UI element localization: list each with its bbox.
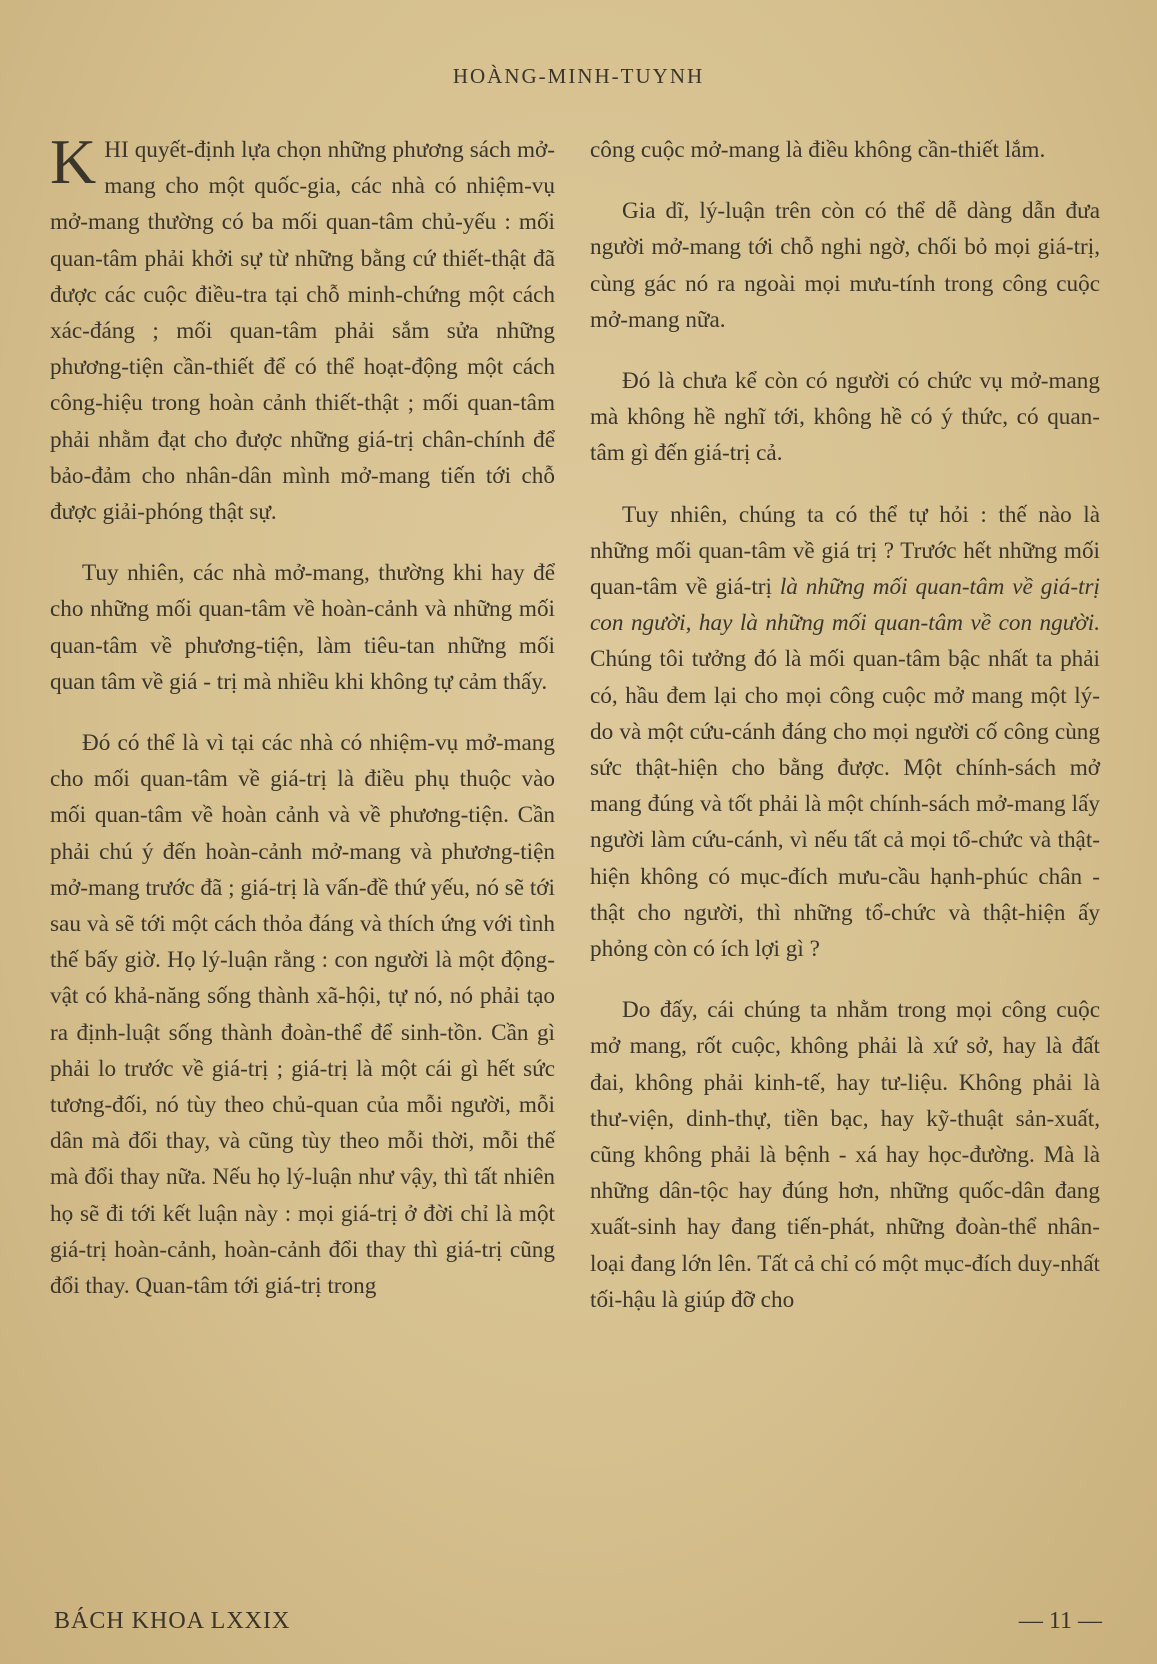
publication-name: BÁCH KHOA LXXIX [54,1608,291,1634]
paragraph-text: Chúng tôi tưởng đó là mối quan-tâm bậc nhất ta phải có, hầu đem lại cho mọi công cuộc mở mang một lý-do và một cứu-cánh đáng cho mọi người cố công cùng sức thật-hiện cho bằng được. Một chính-sách mở mang đúng và tốt phải là một chính-sách mở-mang lấy người làm cứu-cánh, vì nếu tất cả mọi tổ-chức và thật-hiện không có mục-đích mưu-cầu hạnh-phúc chân - thật cho người, thì những tổ-chức và thật-hiện ấy phỏng còn có ích lợi gì ? [590,646,1100,963]
paragraph-text: Tuy nhiên, chúng ta có thể tự hỏi : thế nào là những mối quan-tâm về giá trị ? Trước hết những mối quan-tâm về giá-trị [590,501,1100,601]
paragraph: Đó là chưa kể còn có người có chức vụ mở-mang mà không hề nghĩ tới, không hề có ý thức, có quan-tâm gì đến giá-trị cả. [590,368,1100,467]
right-column [590,132,1100,1343]
running-header: HOÀNG-MINH-TUYNH [452,64,705,88]
italic-text: là những mối quan-tâm về giá-trị con người, hay là những mối quan-tâm về con người. [590,574,1100,637]
drop-cap: K [50,126,97,197]
paragraph: Do đấy, cái chúng ta nhằm trong mọi công cuộc mở mang, rốt cuộc, không phải là xứ sở, hay là đất đai, không phải kinh-tế, hay tư-liệu. Không phải là thư-viện, dinh-thự, tiền bạc, hay kỹ-thuật sản-xuất, cũng không phải là bệnh - xá hay học-đường. Mà là những dân-tộc hay đúng hơn, những quốc-dân đang xuất-sinh hay đang tiến-phát, những đoàn-thể nhân-loại đang lớn lên. Tất cả chỉ có một mục-đích duy-nhất tối-hậu là giúp đỡ cho [590,997,1100,1313]
paragraph [590,497,1100,968]
page-number: — 11 — [1018,1608,1102,1634]
paragraph: công cuộc mở-mang là điều không cần-thiết lắm. [590,137,1046,163]
paragraph-text: HI quyết-định lựa chọn những phương sách mở-mang cho một quốc-gia, các nhà có nhiệm-vụ mở-mang thường có ba mối quan-tâm chủ-yếu : mối quan-tâm phải khởi sự từ những bằng cứ thiết-thật đã được các cuộc điều-tra tại chỗ minh-chứng một cách xác-đáng ; mối quan-tâm phải sắm sửa những phương-tiện cần-thiết để có thể hoạt-động một cách công-hiệu trong hoàn cảnh thiết-thật ; mối quan-tâm phải nhằm đạt cho được những giá-trị chân-chính để bảo-đảm cho nhân-dân mình mở-mang tiến tới chỗ được giải-phóng thật sự. [50,137,555,526]
paragraph: Tuy nhiên, các nhà mở-mang, thường khi hay để cho những mối quan-tâm về hoàn-cảnh và những mối quan-tâm về phương-tiện, làm tiêu-tan những mối quan tâm về giá - trị mà nhiều khi không tự cảm thấy. [50,560,555,695]
left-column [50,126,555,1329]
paragraph: Gia dĩ, lý-luận trên còn có thể dễ dàng dẫn đưa người mở-mang tới chỗ nghi ngờ, chối bỏ mọi giá-trị, cùng gác nó ra ngoài mọi mưu-tính trong công cuộc mở-mang nữa. [590,198,1100,333]
paragraph [50,126,555,530]
paragraph: Đó có thể là vì tại các nhà có nhiệm-vụ mở-mang cho mối quan-tâm về giá-trị là điều phụ thuộc vào mối quan-tâm về hoàn cảnh và về phương-tiện. Cần phải chú ý đến hoàn-cảnh mở-mang và phương-tiện mở-mang trước đã ; giá-trị là vấn-đề thứ yếu, nó sẽ tới sau và sẽ tới một cách thỏa đáng và thích ứng với tình thế bấy giờ. Họ lý-luận rằng : con người là một động-vật có khả-năng sống thành xã-hội, tự nó, nó phải tạo ra định-luật sống thành đoàn-thể để sinh-tồn. Cần gì phải lo trước về giá-trị ; giá-trị là một cái gì hết sức tương-đối, nó tùy theo chủ-quan của mỗi người, mỗi dân mà đổi thay, và cũng tùy theo mỗi thời, mỗi thế mà đổi thay nữa. Nếu họ lý-luận như vậy, thì tất nhiên họ sẽ đi tới kết luận này : mọi giá-trị ở đời chỉ là một giá-trị hoàn-cảnh, hoàn-cảnh đổi thay thì giá-trị cũng đổi thay. Quan-tâm tới giá-trị trong [50,730,555,1300]
